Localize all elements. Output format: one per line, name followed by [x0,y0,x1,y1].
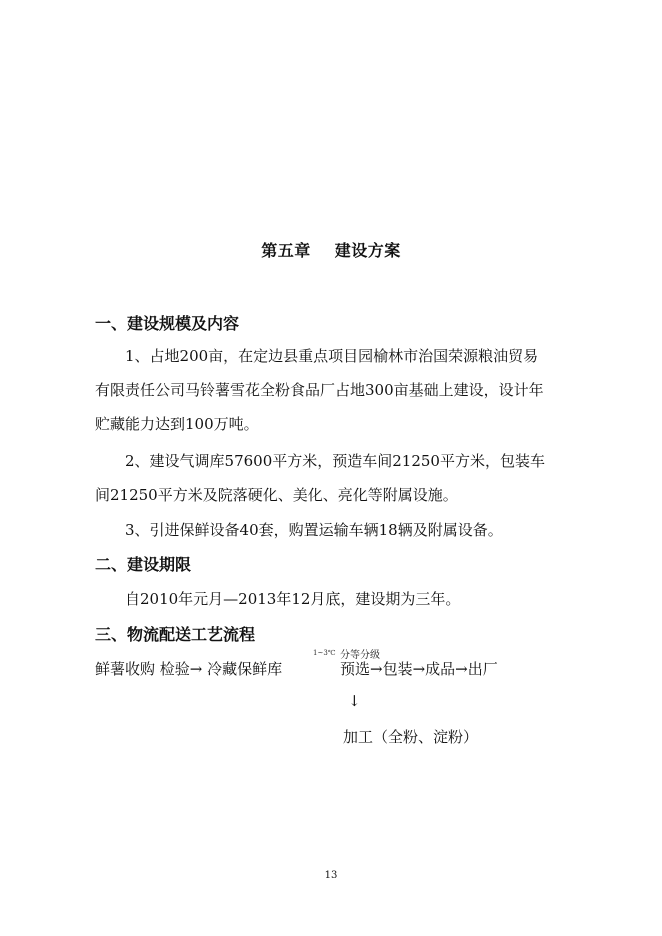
section-heading-scale: 一、建设规模及内容 [95,314,240,333]
section-heading-period: 二、建设期限 [95,555,192,574]
flow-grading-label: 分等分级 [340,650,380,661]
paragraph-1-line-1: 1、占地200亩，在定边县重点项目园榆林市治国荣源粮油贸易 [125,347,539,365]
flow-processing: 加工（全粉、淀粉） [343,728,479,746]
chapter-number: 第五章 [261,241,311,260]
period-text: 自2010年元月—2013年12月底，建设期为三年。 [125,590,461,608]
flow-main-line-a: 鲜薯收购 检验→ 冷藏保鲜库 [95,660,283,678]
section-heading-flow: 三、物流配送工艺流程 [95,625,256,644]
paragraph-2-line-1: 2、建设气调库57600平方米，预造车间21250平方米，包装车 [125,452,545,470]
flow-down-arrow: ↓ [348,692,361,710]
flow-main-line-b: 预选→包装→成品→出厂 [340,660,498,678]
page-number: 13 [324,870,338,881]
paragraph-1-line-2: 有限责任公司马铃薯雪花全粉食品厂占地300亩基础上建设，设计年 [95,381,544,399]
paragraph-1-line-3: 贮藏能力达到100万吨。 [95,415,259,433]
flow-temperature-note: 1~3℃ [313,649,336,657]
chapter-title [0,238,662,261]
paragraph-3: 3、引进保鲜设备40套，购置运输车辆18辆及附属设备。 [125,521,503,539]
chapter-name: 建设方案 [334,241,401,260]
paragraph-2-line-2: 间21250平方米及院落硬化、美化、亮化等附属设施。 [95,486,458,504]
